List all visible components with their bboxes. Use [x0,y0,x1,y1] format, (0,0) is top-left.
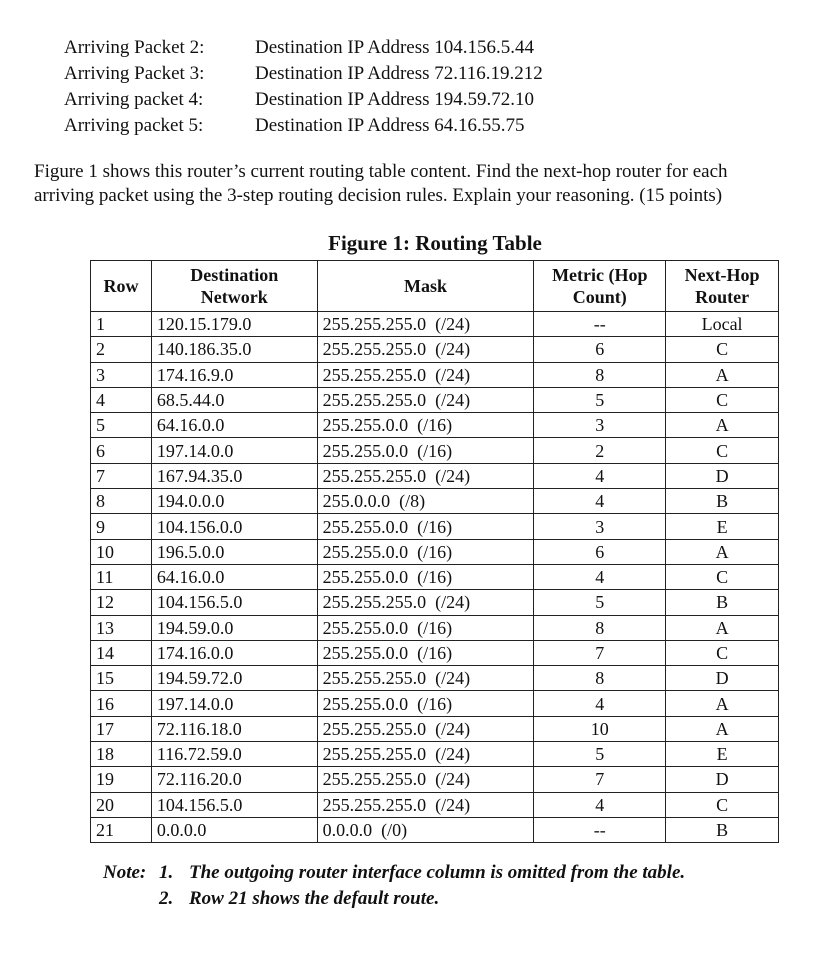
routing-table [90,260,779,843]
cell-metric: 10 [534,716,666,741]
cell-row-number: 6 [91,438,152,463]
cell-row-number: 7 [91,463,152,488]
table-row [91,413,779,438]
note-number: 1. [159,862,174,883]
cell-row-number: 11 [91,564,152,589]
cell-mask: 255.255.255.0 (/24) [317,716,534,741]
cell-next-hop-router: A [666,615,779,640]
packet-label: Arriving Packet 2: [64,37,205,58]
cell-mask: 255.255.255.0 (/24) [317,666,534,691]
table-row [91,767,779,792]
arriving-packets-list [64,35,543,139]
cell-destination-network: 120.15.179.0 [151,312,317,337]
cell-destination-network: 72.116.20.0 [151,767,317,792]
note-line [103,886,685,912]
cell-row-number: 13 [91,615,152,640]
note-text: Row 21 shows the default route. [189,888,440,909]
cell-mask: 255.255.255.0 (/24) [317,312,534,337]
cell-mask: 255.255.255.0 (/24) [317,590,534,615]
packet-destination: Destination IP Address 64.16.55.75 [255,115,525,136]
cell-mask: 255.255.255.0 (/24) [317,767,534,792]
cell-metric: 3 [534,413,666,438]
cell-mask: 255.255.255.0 (/24) [317,387,534,412]
cell-next-hop-router: D [666,666,779,691]
cell-row-number: 17 [91,716,152,741]
cell-metric: 6 [534,539,666,564]
cell-row-number: 12 [91,590,152,615]
table-row [91,362,779,387]
cell-destination-network: 196.5.0.0 [151,539,317,564]
table-row [91,387,779,412]
cell-next-hop-router: A [666,539,779,564]
table-row [91,539,779,564]
cell-next-hop-router: C [666,564,779,589]
cell-next-hop-router: E [666,514,779,539]
cell-mask: 0.0.0.0 (/0) [317,817,534,842]
cell-mask: 255.255.0.0 (/16) [317,438,534,463]
cell-row-number: 20 [91,792,152,817]
cell-metric: 4 [534,489,666,514]
table-row [91,463,779,488]
header-mask: Mask [317,261,534,312]
packet-line [64,87,543,113]
cell-destination-network: 140.186.35.0 [151,337,317,362]
note-number: 2. [159,888,174,909]
cell-destination-network: 174.16.0.0 [151,640,317,665]
table-row [91,792,779,817]
cell-next-hop-router: C [666,337,779,362]
cell-mask: 255.255.0.0 (/16) [317,539,534,564]
cell-metric: 8 [534,615,666,640]
cell-mask: 255.255.0.0 (/16) [317,564,534,589]
cell-next-hop-router: B [666,817,779,842]
cell-row-number: 5 [91,413,152,438]
cell-row-number: 8 [91,489,152,514]
cell-metric: 6 [534,337,666,362]
cell-row-number: 10 [91,539,152,564]
cell-row-number: 9 [91,514,152,539]
note-prefix: Note: [103,862,147,883]
cell-mask: 255.255.0.0 (/16) [317,691,534,716]
note-line [103,860,685,886]
cell-metric: -- [534,312,666,337]
packet-label: Arriving Packet 3: [64,63,205,84]
cell-metric: -- [534,817,666,842]
cell-next-hop-router: D [666,767,779,792]
table-row [91,716,779,741]
cell-row-number: 19 [91,767,152,792]
table-row [91,817,779,842]
header-next-hop-router: Next-Hop Router [666,261,779,312]
cell-next-hop-router: A [666,716,779,741]
cell-metric: 4 [534,564,666,589]
table-row [91,564,779,589]
cell-metric: 4 [534,792,666,817]
cell-destination-network: 68.5.44.0 [151,387,317,412]
cell-metric: 3 [534,514,666,539]
cell-next-hop-router: C [666,792,779,817]
cell-row-number: 2 [91,337,152,362]
cell-metric: 7 [534,767,666,792]
note-text: The outgoing router interface column is omitted from the table. [189,862,686,883]
cell-mask: 255.255.0.0 (/16) [317,514,534,539]
header-destination-network: Destination Network [151,261,317,312]
cell-metric: 4 [534,691,666,716]
table-row [91,337,779,362]
packet-destination: Destination IP Address 104.156.5.44 [255,37,535,58]
cell-destination-network: 116.72.59.0 [151,742,317,767]
packet-label: Arriving packet 4: [64,89,204,110]
cell-mask: 255.255.255.0 (/24) [317,742,534,767]
cell-next-hop-router: Local [666,312,779,337]
cell-row-number: 15 [91,666,152,691]
cell-metric: 4 [534,463,666,488]
header-metric: Metric (Hop Count) [534,261,666,312]
cell-next-hop-router: A [666,691,779,716]
cell-next-hop-router: A [666,362,779,387]
cell-destination-network: 197.14.0.0 [151,691,317,716]
cell-row-number: 16 [91,691,152,716]
table-row [91,438,779,463]
cell-mask: 255.255.255.0 (/24) [317,463,534,488]
cell-metric: 5 [534,742,666,767]
cell-row-number: 3 [91,362,152,387]
cell-destination-network: 104.156.5.0 [151,792,317,817]
cell-next-hop-router: C [666,387,779,412]
cell-metric: 8 [534,362,666,387]
cell-metric: 5 [534,387,666,412]
table-header-row [91,261,779,312]
table-row [91,489,779,514]
cell-destination-network: 197.14.0.0 [151,438,317,463]
cell-destination-network: 194.59.72.0 [151,666,317,691]
cell-metric: 7 [534,640,666,665]
cell-mask: 255.255.255.0 (/24) [317,792,534,817]
cell-mask: 255.255.0.0 (/16) [317,413,534,438]
cell-destination-network: 0.0.0.0 [151,817,317,842]
notes [103,860,685,912]
packet-label: Arriving packet 5: [64,115,204,136]
cell-next-hop-router: A [666,413,779,438]
table-row [91,312,779,337]
figure-title: Figure 1: Routing Table [328,231,542,255]
table-row [91,691,779,716]
cell-row-number: 4 [91,387,152,412]
cell-metric: 8 [534,666,666,691]
packet-destination: Destination IP Address 194.59.72.10 [255,89,535,110]
cell-destination-network: 167.94.35.0 [151,463,317,488]
cell-metric: 5 [534,590,666,615]
cell-next-hop-router: D [666,463,779,488]
cell-destination-network: 72.116.18.0 [151,716,317,741]
packet-line [64,113,543,139]
packet-line [64,61,543,87]
table-row [91,640,779,665]
question-paragraph [34,160,814,208]
cell-metric: 2 [534,438,666,463]
cell-row-number: 14 [91,640,152,665]
cell-mask: 255.255.255.0 (/24) [317,337,534,362]
cell-destination-network: 194.0.0.0 [151,489,317,514]
cell-destination-network: 104.156.5.0 [151,590,317,615]
cell-destination-network: 194.59.0.0 [151,615,317,640]
cell-destination-network: 174.16.9.0 [151,362,317,387]
cell-mask: 255.255.0.0 (/16) [317,615,534,640]
cell-mask: 255.0.0.0 (/8) [317,489,534,514]
cell-next-hop-router: C [666,438,779,463]
table-row [91,590,779,615]
paragraph-line-1: Figure 1 shows this router’s current routing table content. Find the next-hop router for each [34,161,728,182]
cell-row-number: 1 [91,312,152,337]
paragraph-line-2: arriving packet using the 3-step routing decision rules. Explain your reasoning. (15 points) [34,185,723,206]
table-row [91,742,779,767]
table-row [91,615,779,640]
cell-row-number: 21 [91,817,152,842]
packet-destination: Destination IP Address 72.116.19.212 [255,63,543,84]
packet-line [64,35,543,61]
cell-destination-network: 64.16.0.0 [151,564,317,589]
table-row [91,666,779,691]
cell-next-hop-router: E [666,742,779,767]
table-row [91,514,779,539]
cell-next-hop-router: B [666,590,779,615]
cell-destination-network: 64.16.0.0 [151,413,317,438]
header-row: Row [91,261,152,312]
cell-mask: 255.255.255.0 (/24) [317,362,534,387]
cell-mask: 255.255.0.0 (/16) [317,640,534,665]
cell-destination-network: 104.156.0.0 [151,514,317,539]
cell-next-hop-router: C [666,640,779,665]
cell-next-hop-router: B [666,489,779,514]
cell-row-number: 18 [91,742,152,767]
